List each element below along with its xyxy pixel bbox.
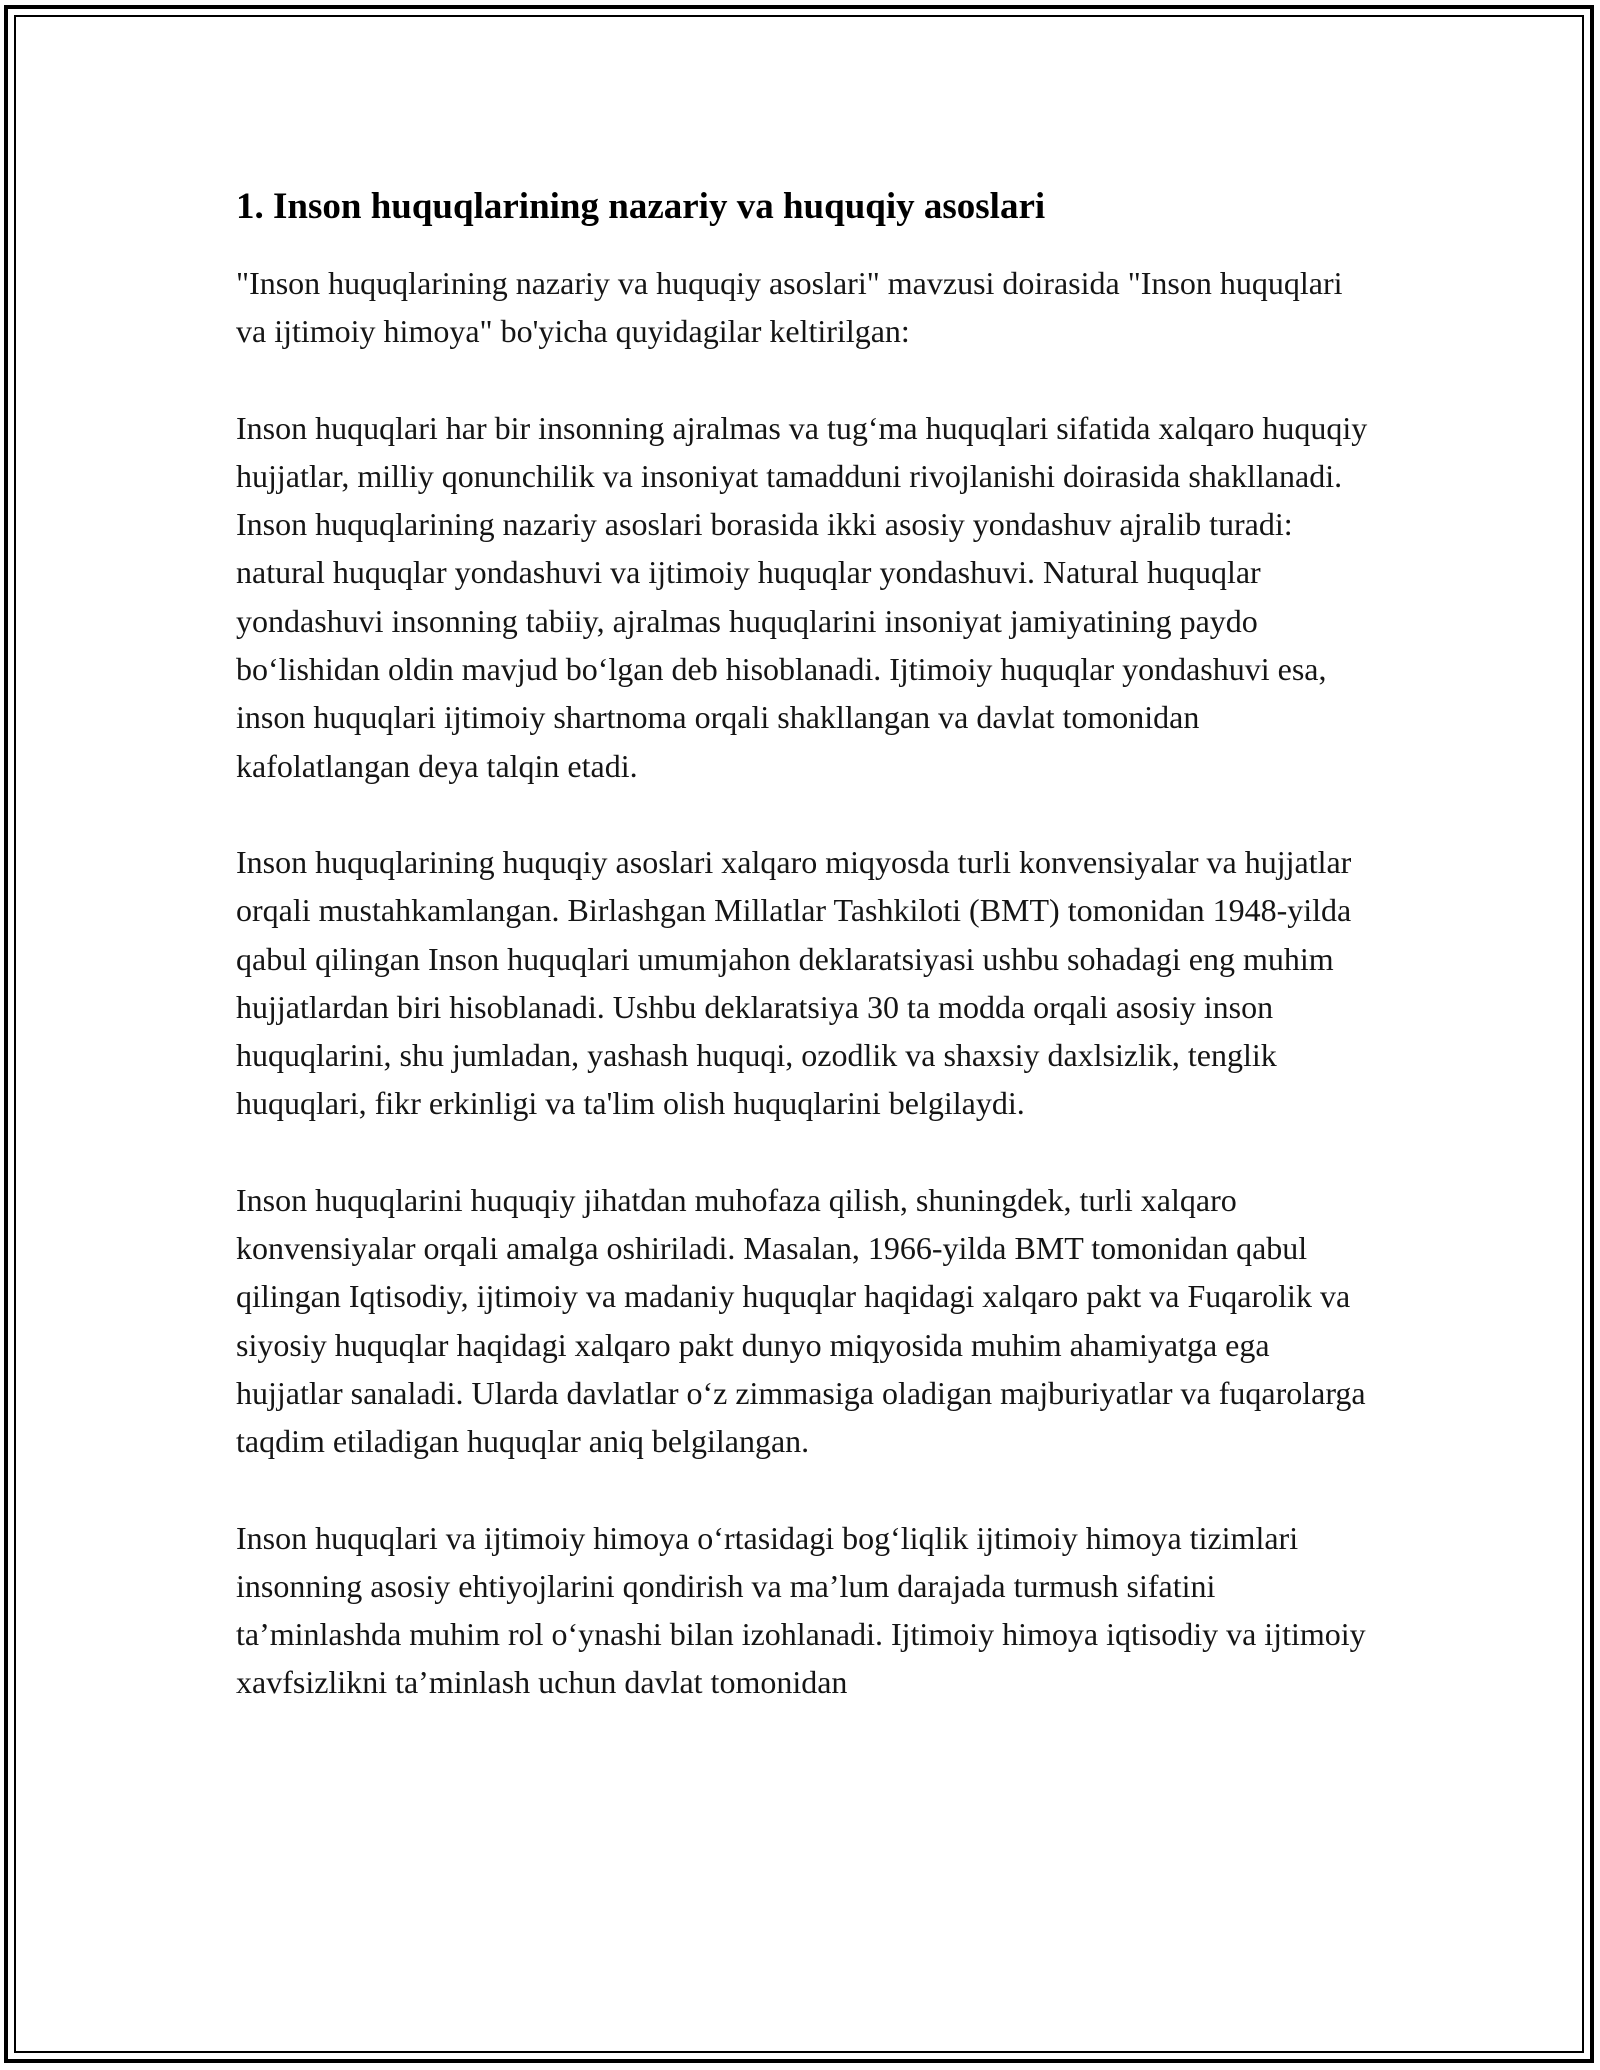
section-heading: 1. Inson huquqlarining nazariy va huquqiy asoslari [236,186,1046,227]
paragraph-theory: Inson huquqlari har bir insonning ajralmas va tug‘ma huquqlari sifatida xalqaro huquqiy hujjatlar, milliy qonunchilik va insoniyat tamadduni rivojlanishi doirasida shakllanadi. Inson huquqlarining nazariy asoslari borasida ikki asosiy yondashuv ajralib turadi: natural huquqlar yondashuvi va ijtimoiy huquqlar yondashuvi. Natural huquqlar yondashuvi insonning tabiiy, ajralmas huquqlarini insoniyat jamiyatining paydo bo‘lishidan oldin mavjud bo‘lgan deb hisoblanadi. Ijtimoiy huquqlar yondashuvi esa, inson huquqlari ijtimoiy shartnoma orqali shakllangan va davlat tomonidan kafolatlangan deya talqin etadi. [236,409,1368,784]
paragraph-legal-basis: Inson huquqlarining huquqiy asoslari xalqaro miqyosda turli konvensiyalar va hujjatlar orqali mustahkamlangan. Birlashgan Millatlar Tashkiloti (BMT) tomonidan 1948-yilda qabul qilingan Inson huquqlari umumjahon deklaratsiyasi ushbu sohadagi eng muhim hujjatlardan biri hisoblanadi. Ushbu deklaratsiya 30 ta modda orqali asosiy inson huquqlarini, shu jumladan, yashash huquqi, ozodlik va shaxsiy daxlsizlik, tenglik huquqlari, fikr erkinligi va ta'lim olish huquqlarini belgilaydi. [236,843,1352,1122]
paragraph-social-protection: Inson huquqlari va ijtimoiy himoya o‘rtasidagi bog‘liqlik ijtimoiy himoya tizimlari insonning asosiy ehtiyojlarini qondirish va ma’lum darajada turmush sifatini ta’minlashda muhim rol o‘ynashi bilan izohlanadi. Ijtimoiy himoya iqtisodiy va ijtimoiy xavfsizlikni ta’minlash uchun davlat tomonidan [236,1519,1366,1701]
paragraph-intro: "Inson huquqlarining nazariy va huquqiy asoslari" mavzusi doirasida "Inson huquqlari va ijtimoiy himoya" bo'yicha quyidagilar keltirilgan: [236,265,1343,350]
paragraph-conventions: Inson huquqlarini huquqiy jihatdan muhofaza qilish, shuningdek, turli xalqaro konvensiyalar orqali amalga oshiriladi. Masalan, 1966-yilda BMT tomonidan qabul qilingan Iqtisodiy, ijtimoiy va madaniy huquqlar haqidagi xalqaro pakt va Fuqarolik va siyosiy huquqlar haqidagi xalqaro pakt dunyo miqyosida muhim ahamiyatga ega hujjatlar sanaladi. Ularda davlatlar o‘z zimmasiga oladigan majburiyatlar va fuqarolarga taqdim etiladigan huquqlar aniq belgilangan. [236,1181,1366,1460]
document-body [236,185,1371,1755]
